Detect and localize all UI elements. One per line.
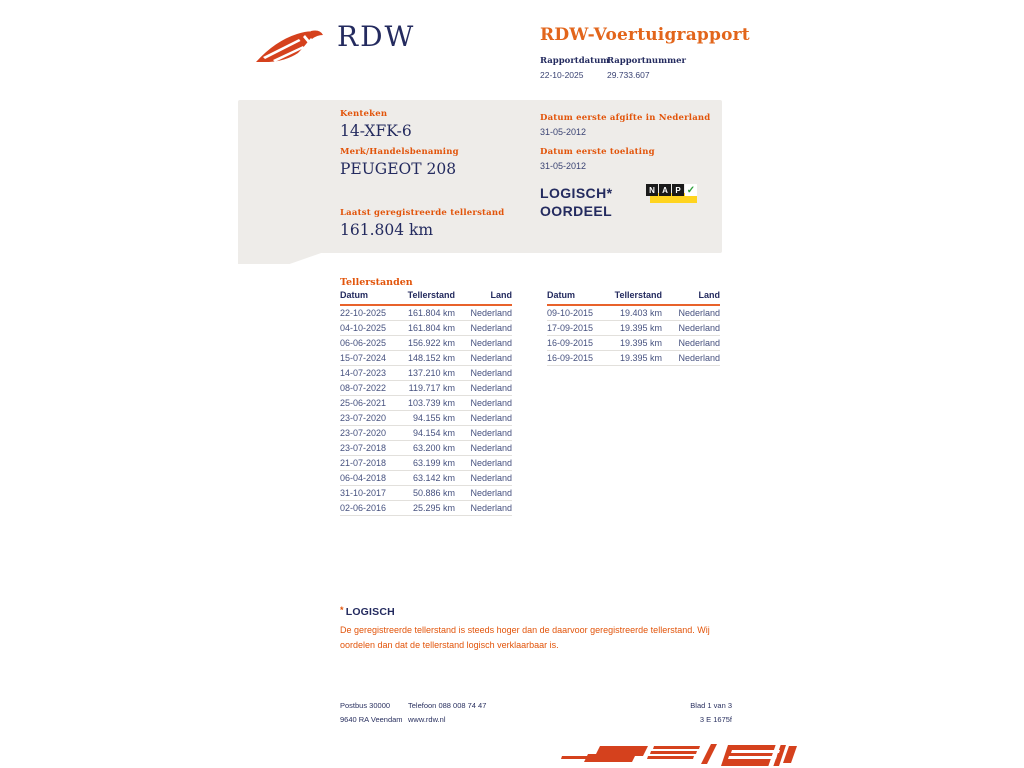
table-row: 15-07-2024 148.152 km Nederland [340,351,512,366]
oordeel-verdict [540,184,612,220]
brand-wordmark: RDW [337,20,416,53]
tellerstanden-table-left [340,290,512,516]
eerste-toelating-value: 31-05-2012 [540,161,587,171]
table-row: 06-04-2018 63.142 km Nederland [340,471,512,486]
col-header-land: Land [455,290,512,305]
table-row: 06-06-2025 156.922 km Nederland [340,336,512,351]
eerste-toelating-label: Datum eerste toelating [540,147,655,157]
laatste-tellerstand-value: 161.804 km [340,221,434,239]
nap-letter-a: A [659,184,671,196]
report-number-label: Rapportnummer [607,56,686,66]
footer-city: 9640 RA Veendam [340,714,403,724]
footnote-heading [340,605,732,618]
table-row: 09-10-2015 19.403 km Nederland [547,305,720,321]
page-title: RDW-Voertuigrapport [540,25,750,45]
footer-website-link[interactable]: www.rdw.nl [408,714,446,724]
panel-corner-tab [238,252,324,264]
table-row: 25-06-2021 103.739 km Nederland [340,396,512,411]
table-header-row [340,290,512,305]
oordeel-line2: OORDEEL [540,203,613,219]
rdw-wing-logo-icon [253,27,333,67]
eerste-afgifte-value: 31-05-2012 [540,127,587,137]
report-number-value: 29.733.607 [607,70,650,80]
nap-checkmark-icon: ✓ [686,184,696,196]
nap-logo [646,184,700,208]
logisch-footnote [340,605,732,652]
eerste-afgifte-label: Datum eerste afgifte in Nederland [540,113,711,123]
oordeel-line1: LOGISCH* [540,185,613,201]
nap-letter-n: N [646,184,658,196]
footer-contact [408,699,486,726]
col-header-datum: Datum [340,290,398,305]
footnote-asterisk: * [340,605,344,615]
footer-postbus: Postbus 30000 [340,701,391,710]
table-row: 23-07-2020 94.155 km Nederland [340,411,512,426]
col-header-tellerstand: Tellerstand [398,290,455,305]
col-header-datum: Datum [547,290,605,305]
col-header-land: Land [662,290,720,305]
footer-phone: Telefoon 088 008 74 47 [408,701,487,710]
report-date-label: Rapportdatum [540,56,610,66]
table-header-row [547,290,720,305]
footnote-heading-text: LOGISCH [345,606,395,618]
table-row: 08-07-2022 119.717 km Nederland [340,381,512,396]
table-row: 16-09-2015 19.395 km Nederland [547,351,720,366]
table-row: 21-07-2018 63.199 km Nederland [340,456,512,471]
footer-pageinfo [612,699,732,726]
footer-address [340,699,403,726]
kenteken-label: Kenteken [340,109,388,119]
col-header-tellerstand: Tellerstand [605,290,662,305]
table-row: 14-07-2023 137.210 km Nederland [340,366,512,381]
footnote-body: De geregistreerde tellerstand is steeds hoger dan de daarvoor geregistreerde tellerstand. Wij oordelen dan dat de tellerstand logisch verklaarbaar is. [340,625,710,650]
tellerstanden-heading: Tellerstanden [340,277,413,288]
rdw-stripes-graphic [548,739,798,768]
vehicle-summary-panel [238,100,722,253]
tellerstanden-table-right [547,290,720,366]
table-row: 22-10-2025 161.804 km Nederland [340,305,512,321]
merk-value: PEUGEOT 208 [340,160,457,178]
table-row: 16-09-2015 19.395 km Nederland [547,336,720,351]
report-meta [540,56,686,80]
table-row: 04-10-2025 161.804 km Nederland [340,321,512,336]
table-row: 02-06-2016 25.295 km Nederland [340,501,512,516]
footer-page-number: Blad 1 van 3 [690,701,732,710]
table-row: 17-09-2015 19.395 km Nederland [547,321,720,336]
laatste-tellerstand-label: Laatst geregistreerde tellerstand [340,208,505,218]
footer-doc-code: 3 E 1675f [699,714,732,724]
table-row: 23-07-2018 63.200 km Nederland [340,441,512,456]
merk-label: Merk/Handelsbenaming [340,147,459,157]
table-row: 23-07-2020 94.154 km Nederland [340,426,512,441]
table-row: 31-10-2017 50.886 km Nederland [340,486,512,501]
nap-letter-p: P [672,184,684,196]
report-date-value: 22-10-2025 [540,70,584,80]
kenteken-value: 14-XFK-6 [340,122,412,140]
